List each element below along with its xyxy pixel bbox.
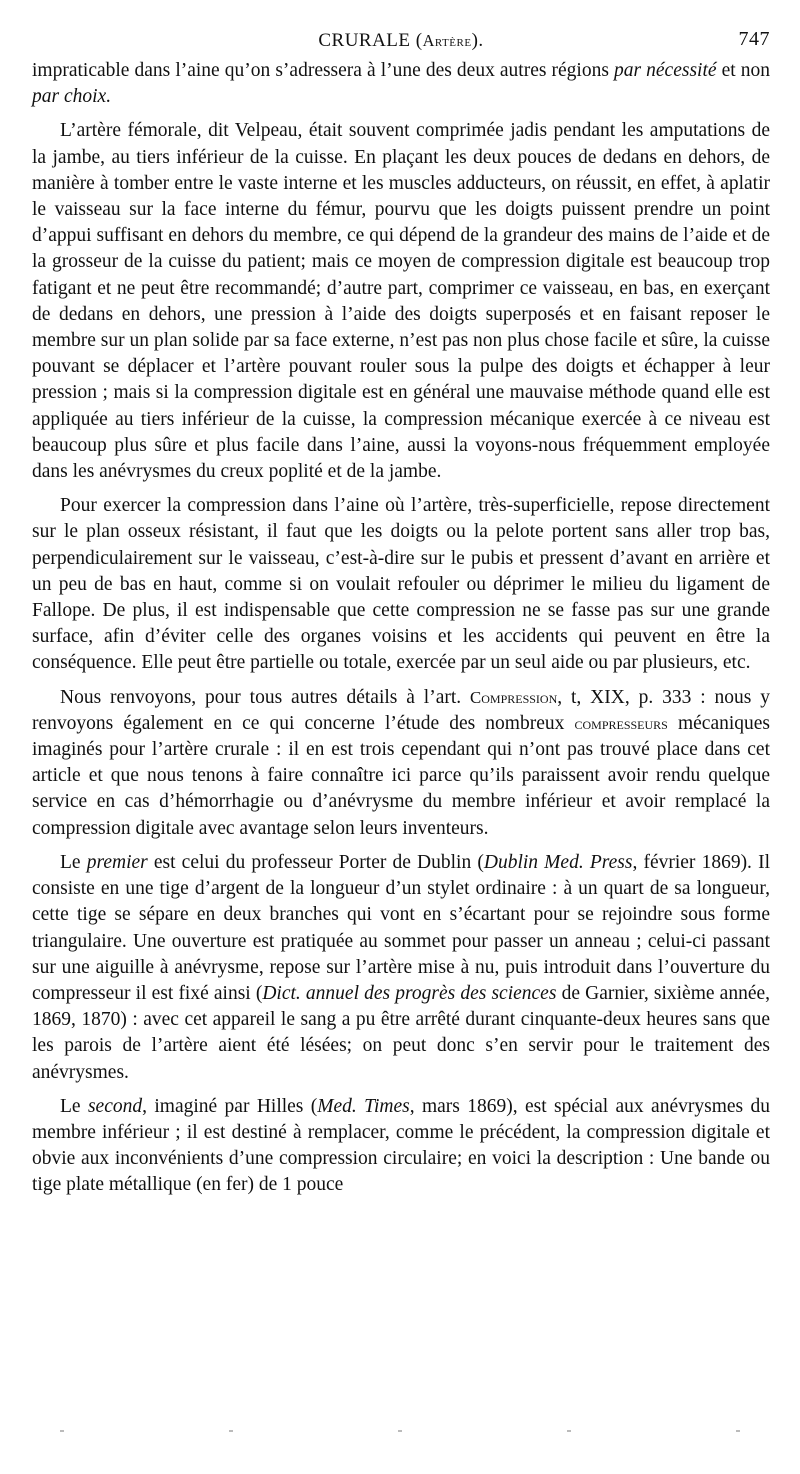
small-caps-text: compresseurs bbox=[574, 713, 668, 733]
footer-mark bbox=[398, 1430, 402, 1432]
text-run: Nous renvoyons, pour tous autres détails à l’art. bbox=[60, 686, 471, 708]
paragraph bbox=[32, 1094, 770, 1199]
text-run: , t, XIX, p. 333 : nous y renvoyons également en ce qui concerne l’étude des nombreux bbox=[32, 686, 770, 734]
text-run: , imaginé par Hilles ( bbox=[142, 1095, 318, 1117]
text-run: Pour exercer la compression dans l’aine où l’artère, très-superficielle, repose directement sur le plan osseux résistant, il faut que les doigts ou la pelote portent sans aller trop bas, perpendiculairement sur le vaisseau, c’est-à-dire sur le pubis et pressent d’avant en arrière et un peu de bas en haut, comme si on voulait refouler ou déprimer le milieu du ligament de Fallope. De plus, il est indispensable que cette compression ne se fasse pas sur une grande surface, afin d’éviter celle des organes voisins et les accidents qui peuvent en être la conséquence. Elle peut être partielle ou totale, exercée par un seul aide ou par plusieurs, etc. bbox=[32, 495, 770, 674]
text-run: et non bbox=[716, 60, 770, 81]
paragraph bbox=[32, 58, 770, 110]
running-title-close: ). bbox=[471, 30, 484, 51]
footer-mark bbox=[229, 1430, 233, 1432]
page-footer-marks bbox=[60, 1430, 740, 1436]
italic-text: par nécessité bbox=[614, 60, 717, 81]
text-run: , février 1869). Il consiste en une tige d’argent de la longueur d’un stylet ordinaire : à un quart de sa longueur, cette tige se sépare en deux branches qui vont en s’écartant pour se rejoindre sous forme triangulaire. Une ouverture est pratiquée au sommet pour passer un anneau ; celui-ci passant sur une aiguille à anévrysme, repose sur l’artère mise à nu, puis introduit dans l’ouverture du compresseur il est fixé ainsi ( bbox=[32, 851, 770, 1004]
text-run: L’artère fémorale, dit Velpeau, était souvent comprimée jadis pendant les amputations de la jambe, au tiers inférieur de la cuisse. En plaçant les deux pouces de dedans en dehors, de manière à tomber entre le vaste interne et les muscles adducteurs, on réussit, en effet, à aplatir le vaisseau sur la face interne du fémur, pourvu que les doigts puissent prendre un point d’appui suffisant en dehors du membre, ce qui dépend de la grandeur des mains de l’aide et de la grosseur de la cuisse du patient; mais ce moyen de compression digitale est beaucoup trop fatigant et ne peut être recommandé; d’autre part, comprimer ce vaisseau, en bas, en exerçant de dedans en dehors, une pression à l’aide des doigts superposés et en faisant reposer le membre sur un plan solide par sa face externe, n’est pas non plus chose facile et sûre, la cuisse pouvant se déplacer et l’artère pouvant rouler sous la pulpe des doigts et échapper à leur pression ; mais si la compression digitale est en général une mauvaise méthode quand elle est appliquée au tiers inférieur de la cuisse, la compression mécanique exercée à ce niveau est beaucoup plus sûre et plus facile dans l’aine, aussi la voyons-nous fréquemment employée dans les anévrysmes du creux poplité et de la jambe. bbox=[32, 120, 770, 483]
running-title-subject: Artère bbox=[422, 31, 472, 50]
text-run: , mars 1869), est spécial aux anévrysmes du membre inférieur ; il est destiné à remplacer, comme le précédent, la compression digitale et obvie aux inconvénients d’une compression circulaire; en voici la description : Une bande ou tige plate métallique (en fer) de 1 pouce bbox=[32, 1095, 770, 1196]
italic-text: premier bbox=[86, 851, 148, 873]
text-run: est celui du professeur Porter de Dublin ( bbox=[147, 851, 484, 873]
running-title bbox=[32, 30, 770, 52]
italic-text: Dublin Med. Press bbox=[483, 851, 633, 873]
text-run: Le bbox=[60, 1095, 88, 1117]
text-run: impraticable dans l’aine qu’on s’adressera à l’une des deux autres régions bbox=[32, 60, 614, 81]
running-title-main: CRURALE ( bbox=[318, 30, 423, 51]
small-caps-text: Compression bbox=[470, 687, 558, 707]
paragraph bbox=[32, 493, 770, 676]
footer-mark bbox=[736, 1430, 740, 1432]
document-page bbox=[32, 26, 770, 1199]
paragraph bbox=[32, 118, 770, 485]
italic-text: par choix. bbox=[32, 86, 112, 108]
paragraph bbox=[32, 850, 770, 1086]
italic-text: second bbox=[87, 1095, 143, 1117]
text-run: mécaniques imaginés pour l’artère crurale : il en est trois cependant qui n’ont pas trouvé place dans cet article et que nous tenons à faire connaître ici parce qu’ils paraissent avoir rendu quelque service en cas d’hémorrhagie ou d’anévrysme du membre inférieur et avoir remplacé la compression digitale avec avantage selon leurs inventeurs. bbox=[32, 712, 771, 839]
running-head bbox=[32, 26, 770, 58]
italic-text: Med. Times bbox=[317, 1095, 410, 1117]
page-number: 747 bbox=[738, 28, 770, 50]
text-run: de Garnier, sixième année, 1869, 1870) : avec cet appareil le sang a pu être arrêté durant cinquante-deux heures sans que les parois de l’artère aient été lésées; on peut donc s’en servir pour le traitement des anévrysmes. bbox=[32, 982, 771, 1083]
body-text bbox=[32, 58, 770, 1199]
text-run: Le bbox=[60, 851, 87, 873]
footer-mark bbox=[567, 1430, 571, 1432]
footer-mark bbox=[60, 1430, 64, 1432]
italic-text: Dict. annuel des progrès des sciences bbox=[262, 982, 557, 1004]
paragraph bbox=[32, 685, 770, 842]
